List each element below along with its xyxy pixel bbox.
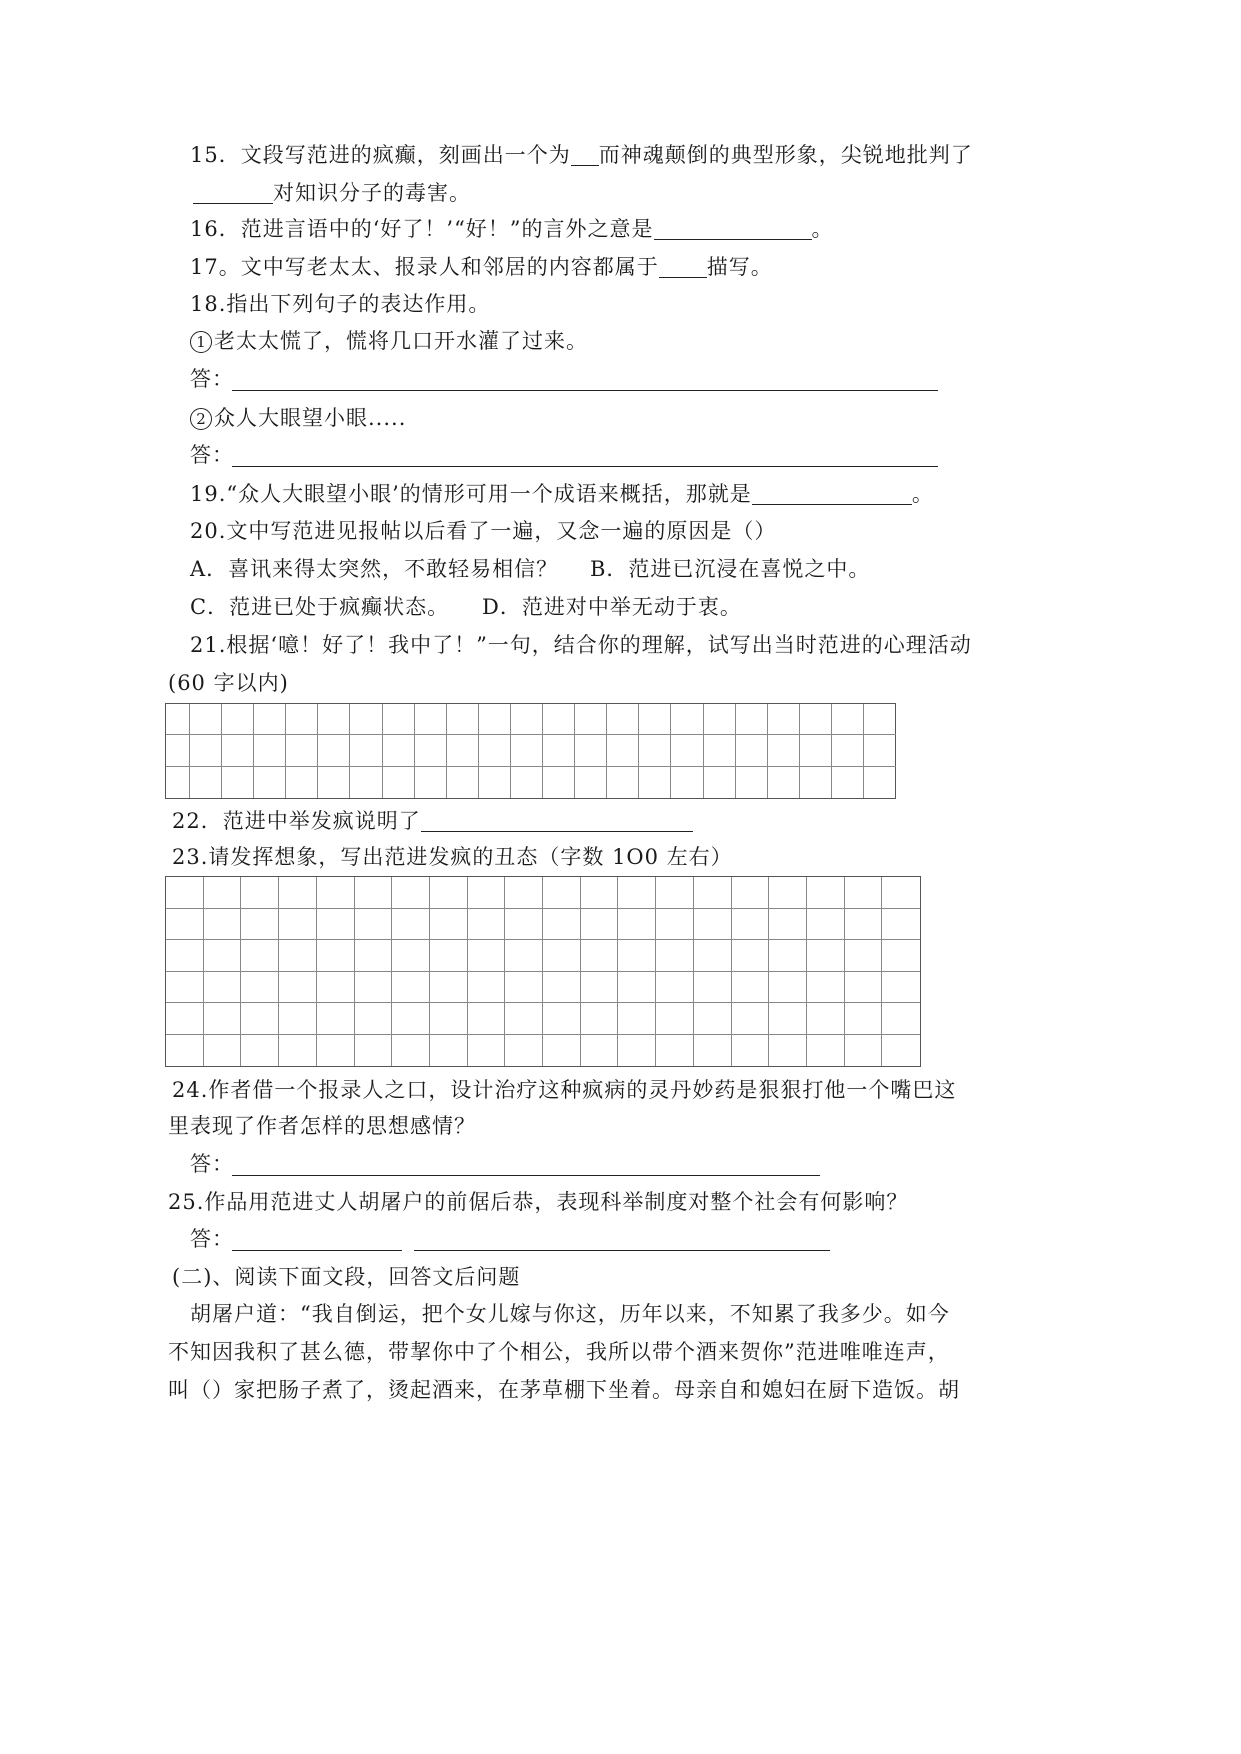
grid-cell[interactable] (468, 1003, 506, 1035)
grid-cell[interactable] (671, 735, 703, 766)
grid-cell[interactable] (832, 704, 864, 735)
grid-cell[interactable] (768, 704, 800, 735)
grid-cell[interactable] (479, 767, 511, 798)
grid-cell[interactable] (732, 972, 770, 1004)
grid-cell[interactable] (204, 940, 242, 972)
grid-cell[interactable] (317, 909, 355, 941)
grid-cell[interactable] (505, 1035, 543, 1067)
grid-cell[interactable] (222, 767, 254, 798)
grid-cell[interactable] (807, 909, 845, 941)
q20-option-b[interactable]: B．范进已沉浸在喜悦之中。 (590, 557, 871, 581)
grid-cell[interactable] (704, 735, 736, 766)
grid-cell[interactable] (505, 909, 543, 941)
grid-cell[interactable] (639, 704, 671, 735)
grid-cell[interactable] (355, 1035, 393, 1067)
grid-cell[interactable] (511, 767, 543, 798)
grid-cell[interactable] (447, 735, 479, 766)
q19-text-b: 。 (911, 482, 934, 506)
grid-cell[interactable] (639, 767, 671, 798)
q20-option-c[interactable]: C．范进已处于疯癫状态。 (190, 595, 450, 619)
q19-text-a: 19.“众人大眼望小眼’的情形可用一个成语来概括，那就是 (190, 482, 752, 506)
grid-cell[interactable] (317, 940, 355, 972)
grid-cell[interactable] (769, 909, 807, 941)
grid-cell[interactable] (468, 909, 506, 941)
grid-cell[interactable] (618, 877, 656, 909)
grid-cell[interactable] (392, 877, 430, 909)
grid-cell[interactable] (392, 1003, 430, 1035)
q25-answer-line-2[interactable] (414, 1250, 830, 1251)
grid-cell[interactable] (505, 940, 543, 972)
grid-cell[interactable] (694, 1035, 732, 1067)
grid-cell[interactable] (383, 704, 415, 735)
question-17 (190, 252, 773, 282)
question-22 (172, 806, 693, 836)
question-18-sentence-2 (190, 403, 406, 433)
grid-cell[interactable] (656, 972, 694, 1004)
grid-cell[interactable] (656, 877, 694, 909)
grid-cell[interactable] (543, 1003, 581, 1035)
q18-answer-1-line[interactable] (232, 390, 938, 391)
grid-cell[interactable] (543, 940, 581, 972)
q15-text-b: 而神魂颠倒的典型形象，尖锐地批判了 (598, 143, 973, 167)
grid-cell[interactable] (447, 767, 479, 798)
grid-cell[interactable] (241, 1003, 279, 1035)
grid-cell[interactable] (190, 704, 222, 735)
question-24-line2: 里表现了作者怎样的思想感情？ (168, 1114, 476, 1138)
grid-cell[interactable] (864, 735, 896, 766)
grid-cell[interactable] (166, 909, 204, 941)
grid-cell[interactable] (543, 767, 575, 798)
grid-cell[interactable] (190, 767, 222, 798)
grid-cell[interactable] (166, 1035, 204, 1067)
grid-cell[interactable] (543, 972, 581, 1004)
grid-cell[interactable] (581, 1035, 619, 1067)
grid-cell[interactable] (694, 909, 732, 941)
grid-cell[interactable] (618, 1035, 656, 1067)
grid-cell[interactable] (581, 909, 619, 941)
grid-cell[interactable] (882, 972, 920, 1004)
question-23: 23.请发挥想象，写出范进发疯的丑态（字数 1O0 左右） (172, 845, 733, 869)
q17-text-b: 描写。 (706, 255, 773, 279)
grid-cell[interactable] (845, 1035, 883, 1067)
grid-cell[interactable] (882, 909, 920, 941)
grid-cell[interactable] (543, 1035, 581, 1067)
grid-cell[interactable] (732, 1003, 770, 1035)
grid-cell[interactable] (166, 704, 190, 735)
q15-blank-1[interactable] (571, 143, 599, 166)
grid-cell[interactable] (882, 877, 920, 909)
grid-cell[interactable] (581, 972, 619, 1004)
grid-cell[interactable] (241, 909, 279, 941)
grid-cell[interactable] (882, 940, 920, 972)
grid-cell[interactable] (415, 735, 447, 766)
grid-cell[interactable] (704, 704, 736, 735)
grid-cell[interactable] (317, 1035, 355, 1067)
q15-text-a: 15．文段写范进的疯癫，刻画出一个为 (190, 143, 571, 167)
q20-option-d[interactable]: D．范进对中举无动于衷。 (482, 595, 742, 619)
section-2-paragraph-line3: 叫（）家把肠子煮了，烫起酒来，在茅草棚下坐着。母亲自和媳妇在厨下造饭。胡 (168, 1378, 960, 1402)
grid-cell[interactable] (607, 767, 639, 798)
grid-cell[interactable] (166, 940, 204, 972)
grid-cell[interactable] (505, 877, 543, 909)
grid-cell[interactable] (279, 972, 317, 1004)
grid-cell[interactable] (505, 972, 543, 1004)
q16-text-b: 。 (811, 217, 834, 241)
q24-answer-label: 答： (190, 1152, 234, 1176)
grid-cell[interactable] (618, 972, 656, 1004)
q18-sentence-2-text: 众人大眼望小眼..... (214, 406, 407, 430)
question-16 (190, 214, 834, 244)
grid-cell[interactable] (618, 940, 656, 972)
question-19 (190, 479, 934, 509)
grid-cell[interactable] (832, 735, 864, 766)
grid-cell[interactable] (656, 1003, 694, 1035)
grid-cell[interactable] (204, 909, 242, 941)
grid-cell[interactable] (166, 877, 204, 909)
grid-cell[interactable] (479, 735, 511, 766)
grid-cell[interactable] (575, 735, 607, 766)
grid-cell[interactable] (415, 704, 447, 735)
section-2-paragraph-line2: 不知因我积了甚么德，带挈你中了个相公，我所以带个酒来贺你”范进唯唯连声， (168, 1340, 950, 1364)
grid-cell[interactable] (882, 1003, 920, 1035)
grid-cell[interactable] (286, 735, 318, 766)
grid-cell[interactable] (694, 940, 732, 972)
grid-cell[interactable] (732, 909, 770, 941)
question-25: 25.作品用范进丈人胡屠户的前倨后恭，表现科举制度对整个社会有何影响？ (168, 1190, 909, 1214)
grid-cell[interactable] (656, 1035, 694, 1067)
grid-cell[interactable] (769, 972, 807, 1004)
grid-cell[interactable] (254, 735, 286, 766)
q18-answer-1-label: 答： (190, 367, 234, 391)
grid-cell[interactable] (807, 877, 845, 909)
q24-answer-line[interactable] (232, 1175, 820, 1176)
grid-cell[interactable] (350, 704, 382, 735)
grid-cell[interactable] (415, 767, 447, 798)
q20-option-a[interactable]: A．喜讯来得太突然，不敢轻易相信？ (190, 557, 559, 581)
grid-cell[interactable] (618, 1003, 656, 1035)
grid-cell[interactable] (732, 877, 770, 909)
grid-cell[interactable] (383, 735, 415, 766)
grid-cell[interactable] (543, 735, 575, 766)
grid-cell[interactable] (732, 940, 770, 972)
question-21-line2: (60 字以内) (168, 671, 289, 695)
grid-cell[interactable] (241, 1035, 279, 1067)
grid-cell[interactable] (882, 1035, 920, 1067)
grid-cell[interactable] (845, 972, 883, 1004)
grid-cell[interactable] (254, 704, 286, 735)
grid-cell[interactable] (694, 972, 732, 1004)
grid-cell[interactable] (279, 1035, 317, 1067)
grid-cell[interactable] (166, 1003, 204, 1035)
grid-cell[interactable] (254, 767, 286, 798)
grid-cell[interactable] (166, 972, 204, 1004)
grid-cell[interactable] (736, 704, 768, 735)
grid-cell[interactable] (607, 704, 639, 735)
grid-cell[interactable] (392, 1035, 430, 1067)
grid-cell[interactable] (864, 704, 896, 735)
grid-cell[interactable] (468, 940, 506, 972)
grid-cell[interactable] (166, 735, 190, 766)
grid-cell[interactable] (607, 735, 639, 766)
grid-cell[interactable] (350, 735, 382, 766)
grid-cell[interactable] (671, 767, 703, 798)
grid-cell[interactable] (204, 972, 242, 1004)
grid-cell[interactable] (845, 940, 883, 972)
question-15-line2 (193, 178, 471, 208)
section-2-title: (二)、阅读下面文段，回答文后问题 (172, 1265, 521, 1289)
grid-cell[interactable] (505, 1003, 543, 1035)
grid-cell[interactable] (845, 1003, 883, 1035)
section-2-paragraph-line1: 胡屠户道：“我自倒运，把个女儿嫁与你这，历年以来，不知累了我多少。如今 (190, 1302, 950, 1326)
grid-cell[interactable] (355, 940, 393, 972)
grid-cell[interactable] (769, 1003, 807, 1035)
grid-cell[interactable] (575, 704, 607, 735)
grid-cell[interactable] (671, 704, 703, 735)
grid-cell[interactable] (736, 767, 768, 798)
grid-cell[interactable] (769, 1035, 807, 1067)
grid-cell[interactable] (656, 909, 694, 941)
grid-cell[interactable] (204, 877, 242, 909)
grid-cell[interactable] (769, 877, 807, 909)
grid-cell[interactable] (241, 877, 279, 909)
grid-cell[interactable] (392, 972, 430, 1004)
grid-cell[interactable] (355, 877, 393, 909)
grid-cell[interactable] (468, 877, 506, 909)
grid-cell[interactable] (430, 909, 468, 941)
grid-cell[interactable] (355, 909, 393, 941)
q19-blank[interactable] (752, 482, 912, 505)
grid-cell[interactable] (656, 940, 694, 972)
question-20-title: 20.文中写范进见报帖以后看了一遍，又念一遍的原因是（） (190, 519, 777, 543)
grid-cell[interactable] (575, 767, 607, 798)
grid-cell[interactable] (543, 877, 581, 909)
grid-cell[interactable] (383, 767, 415, 798)
grid-cell[interactable] (543, 909, 581, 941)
grid-cell[interactable] (468, 972, 506, 1004)
grid-cell[interactable] (447, 704, 479, 735)
grid-cell[interactable] (241, 972, 279, 1004)
grid-cell[interactable] (807, 940, 845, 972)
q16-text-a: 16．范进言语中的‘好了！’“好！”的言外之意是 (190, 217, 654, 241)
grid-cell[interactable] (511, 735, 543, 766)
q25-answer-line-1[interactable] (232, 1250, 402, 1251)
grid-cell[interactable] (430, 1035, 468, 1067)
grid-cell[interactable] (279, 877, 317, 909)
q23-writing-grid[interactable] (165, 876, 921, 1067)
grid-cell[interactable] (350, 767, 382, 798)
grid-cell[interactable] (511, 704, 543, 735)
grid-cell[interactable] (190, 735, 222, 766)
question-15-line1 (190, 140, 973, 170)
grid-cell[interactable] (618, 909, 656, 941)
grid-cell[interactable] (639, 735, 671, 766)
grid-cell[interactable] (430, 972, 468, 1004)
grid-cell[interactable] (355, 1003, 393, 1035)
grid-cell[interactable] (222, 704, 254, 735)
grid-cell[interactable] (204, 1035, 242, 1067)
grid-cell[interactable] (800, 735, 832, 766)
q15-blank-2[interactable] (193, 181, 273, 204)
circled-number-2: 2 (190, 408, 212, 430)
grid-cell[interactable] (468, 1035, 506, 1067)
q22-text: 22．范进中举发疯说明了 (172, 809, 421, 833)
q15-text-c: 对知识分子的毒害。 (273, 181, 471, 205)
question-21-line1: 21.根据‘噫！好了！我中了！”一句，结合你的理解，试写出当时范进的心理活动 (190, 633, 972, 657)
grid-cell[interactable] (222, 735, 254, 766)
grid-cell[interactable] (845, 877, 883, 909)
grid-cell[interactable] (581, 940, 619, 972)
q21-writing-grid[interactable] (165, 703, 896, 799)
grid-cell[interactable] (318, 735, 350, 766)
grid-cell[interactable] (204, 1003, 242, 1035)
grid-cell[interactable] (355, 972, 393, 1004)
grid-cell[interactable] (768, 735, 800, 766)
grid-cell[interactable] (318, 767, 350, 798)
grid-cell[interactable] (864, 767, 896, 798)
question-18-sentence-1 (190, 326, 588, 356)
grid-cell[interactable] (430, 940, 468, 972)
grid-cell[interactable] (241, 940, 279, 972)
q18-sentence-1-text: 老太太慌了，慌将几口开水灌了过来。 (214, 329, 588, 353)
q17-blank[interactable] (659, 255, 707, 278)
grid-cell[interactable] (286, 767, 318, 798)
grid-cell[interactable] (694, 1003, 732, 1035)
grid-cell[interactable] (317, 1003, 355, 1035)
grid-cell[interactable] (807, 1035, 845, 1067)
grid-cell[interactable] (807, 972, 845, 1004)
grid-cell[interactable] (318, 704, 350, 735)
q16-blank[interactable] (654, 217, 812, 240)
grid-cell[interactable] (479, 704, 511, 735)
grid-cell[interactable] (166, 767, 190, 798)
grid-cell[interactable] (768, 767, 800, 798)
grid-cell[interactable] (736, 735, 768, 766)
grid-cell[interactable] (694, 877, 732, 909)
grid-cell[interactable] (392, 940, 430, 972)
circled-number-1: 1 (190, 331, 212, 353)
q18-answer-2-line[interactable] (232, 466, 938, 467)
q17-text-a: 17。文中写老太太、报录人和邻居的内容都属于 (190, 255, 659, 279)
grid-cell[interactable] (732, 1035, 770, 1067)
grid-cell[interactable] (704, 767, 736, 798)
grid-cell[interactable] (832, 767, 864, 798)
q18-answer-2-label: 答： (190, 443, 234, 467)
q22-blank[interactable] (421, 809, 693, 832)
grid-cell[interactable] (543, 704, 575, 735)
grid-cell[interactable] (317, 877, 355, 909)
grid-cell[interactable] (286, 704, 318, 735)
grid-cell[interactable] (581, 1003, 619, 1035)
grid-cell[interactable] (317, 972, 355, 1004)
q25-answer-label: 答： (190, 1227, 234, 1251)
grid-cell[interactable] (581, 877, 619, 909)
grid-cell[interactable] (800, 767, 832, 798)
grid-cell[interactable] (392, 909, 430, 941)
grid-cell[interactable] (279, 940, 317, 972)
grid-cell[interactable] (769, 940, 807, 972)
grid-cell[interactable] (430, 877, 468, 909)
question-18-title: 18.指出下列句子的表达作用。 (190, 292, 491, 316)
grid-cell[interactable] (800, 704, 832, 735)
grid-cell[interactable] (807, 1003, 845, 1035)
grid-cell[interactable] (430, 1003, 468, 1035)
grid-cell[interactable] (279, 909, 317, 941)
grid-cell[interactable] (845, 909, 883, 941)
question-24-line1: 24.作者借一个报录人之口，设计治疗这种疯病的灵丹妙药是狠狠打他一个嘴巴这 (172, 1078, 957, 1102)
grid-cell[interactable] (279, 1003, 317, 1035)
